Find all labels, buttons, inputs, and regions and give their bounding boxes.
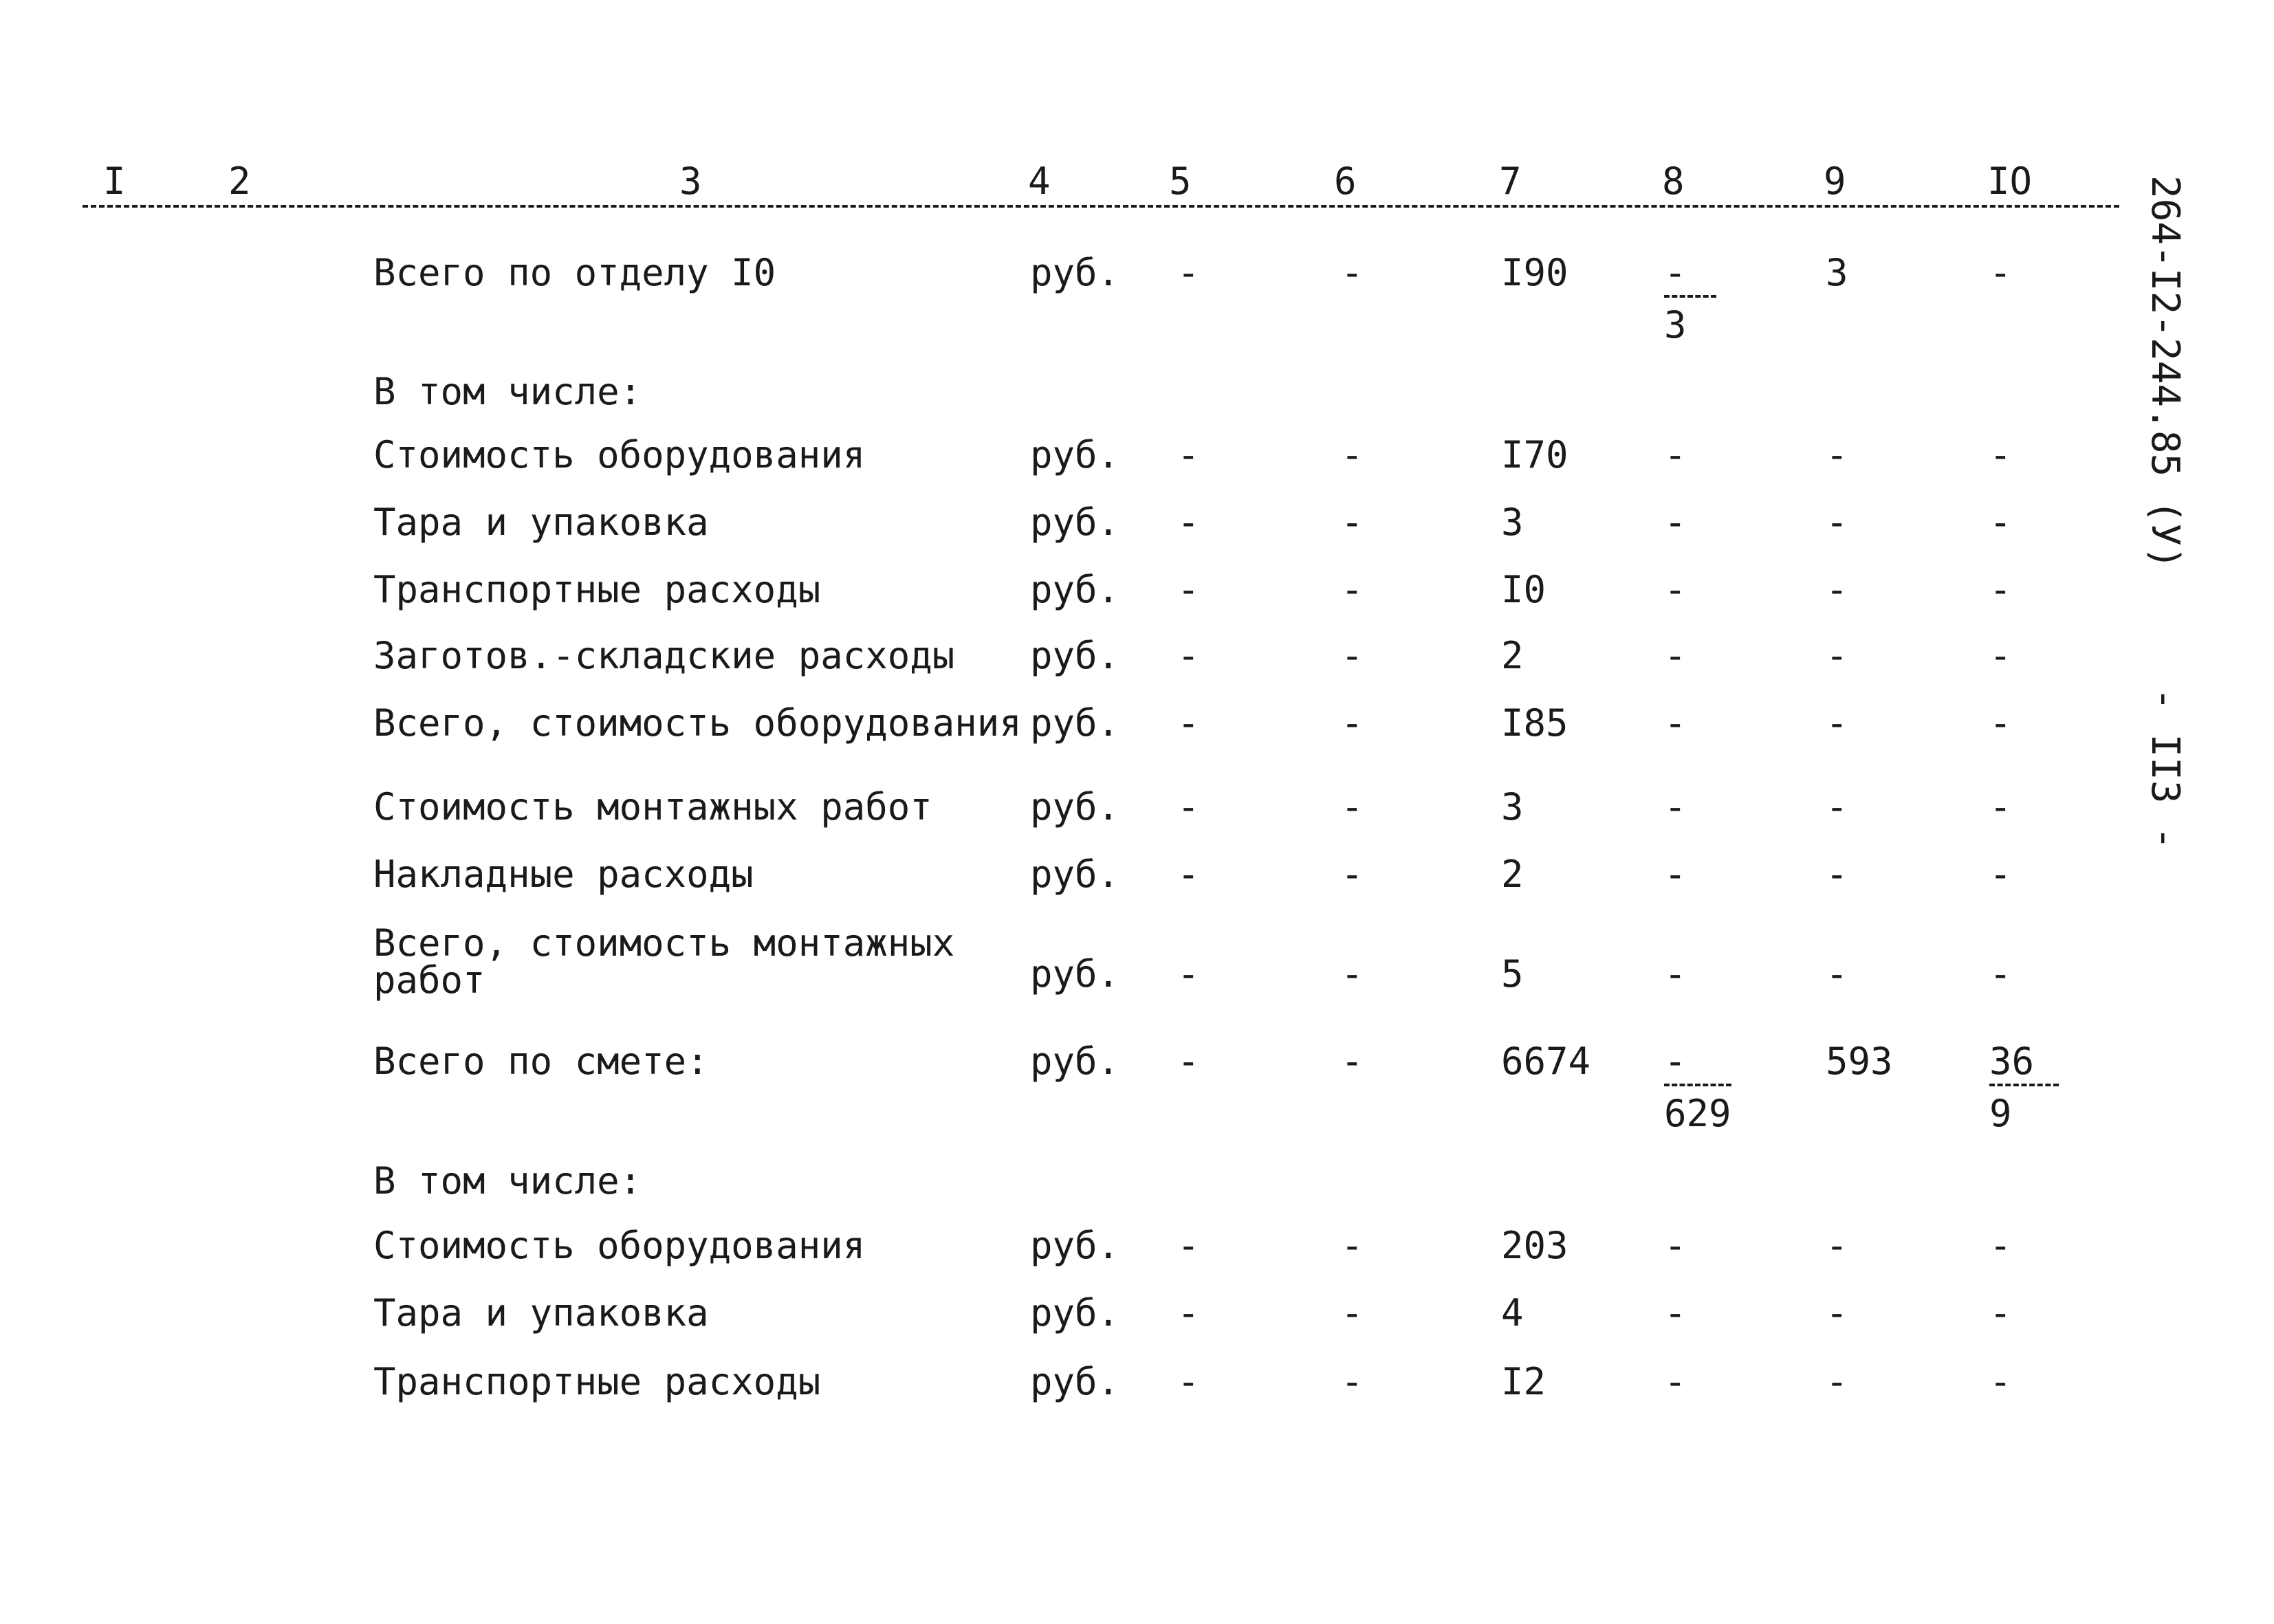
row-col10-fraction xyxy=(1989,1040,2059,1136)
section-subheading: В том числе: xyxy=(373,370,642,413)
row-description: Стоимость оборудования xyxy=(373,1224,866,1267)
row-col7: I70 xyxy=(1501,433,1568,476)
table-row xyxy=(0,1040,2274,1135)
row-col8: - xyxy=(1664,634,1687,677)
row-col10: - xyxy=(1989,1291,2012,1335)
row-col6: - xyxy=(1341,853,1364,896)
row-col7: 4 xyxy=(1501,1291,1524,1335)
row-col7: 6674 xyxy=(1501,1040,1591,1083)
row-unit: руб. xyxy=(1030,634,1120,677)
row-description: Стоимость оборудования xyxy=(373,433,866,476)
row-description: Всего по смете: xyxy=(373,1040,709,1083)
row-description: Всего по отделу I0 xyxy=(373,251,776,294)
row-col5: - xyxy=(1177,501,1200,544)
row-col10: - xyxy=(1989,853,2012,896)
row-col10: - xyxy=(1989,634,2012,677)
row-col6: - xyxy=(1341,952,1364,996)
row-col9: - xyxy=(1826,853,1848,896)
row-unit: руб. xyxy=(1030,1291,1120,1335)
table-row xyxy=(0,1159,2274,1214)
table-row xyxy=(0,921,2274,1021)
row-col10: - xyxy=(1989,785,2012,829)
row-col8: - xyxy=(1664,785,1687,829)
row-col8: - xyxy=(1664,853,1687,896)
row-col10: - xyxy=(1989,701,2012,745)
row-col10: - xyxy=(1989,952,2012,996)
row-description: Накладные расходы xyxy=(373,853,754,896)
row-col9: - xyxy=(1826,501,1848,544)
row-col8: - xyxy=(1664,1291,1687,1335)
row-unit: руб. xyxy=(1030,1224,1120,1267)
column-header-7: 7 xyxy=(1499,160,1522,203)
row-col6: - xyxy=(1341,1224,1364,1267)
table-row xyxy=(0,1291,2274,1346)
row-col7: I0 xyxy=(1501,568,1546,611)
table-row xyxy=(0,433,2274,488)
row-col7: I85 xyxy=(1501,701,1568,745)
row-description: Заготов.-складские расходы xyxy=(373,634,955,677)
row-col7: 3 xyxy=(1501,501,1524,544)
row-col6: - xyxy=(1341,701,1364,745)
fraction-denominator: 629 xyxy=(1664,1092,1731,1135)
row-col7: I90 xyxy=(1501,251,1568,294)
row-col9: 3 xyxy=(1826,251,1848,294)
row-col6: - xyxy=(1341,634,1364,677)
row-col9: - xyxy=(1826,1360,1848,1403)
row-unit: руб. xyxy=(1030,1040,1120,1083)
row-col8: - xyxy=(1664,568,1687,611)
row-col9: - xyxy=(1826,701,1848,745)
row-col6: - xyxy=(1341,1360,1364,1403)
row-col7: 2 xyxy=(1501,853,1524,896)
table-row xyxy=(0,701,2274,756)
row-col9: - xyxy=(1826,1224,1848,1267)
table-row xyxy=(0,785,2274,840)
row-unit: руб. xyxy=(1030,853,1120,896)
table-row xyxy=(0,568,2274,623)
row-col6: - xyxy=(1341,1040,1364,1083)
row-col6: - xyxy=(1341,501,1364,544)
table-row xyxy=(0,1360,2274,1415)
row-col10: - xyxy=(1989,501,2012,544)
row-unit: руб. xyxy=(1030,568,1120,611)
row-col5: - xyxy=(1177,1360,1200,1403)
column-header-8: 8 xyxy=(1662,160,1685,203)
fraction-numerator: - xyxy=(1664,1040,1731,1086)
fraction-numerator: 36 xyxy=(1989,1040,2059,1086)
row-col6: - xyxy=(1341,251,1364,294)
row-col6: - xyxy=(1341,785,1364,829)
row-col5: - xyxy=(1177,1291,1200,1335)
row-description: Транспортные расходы xyxy=(373,568,821,611)
column-header-2: 2 xyxy=(228,160,251,203)
row-col5: - xyxy=(1177,568,1200,611)
row-col7: 5 xyxy=(1501,952,1524,996)
row-col5: - xyxy=(1177,251,1200,294)
row-col10: - xyxy=(1989,433,2012,476)
row-col5: - xyxy=(1177,701,1200,745)
row-col9: - xyxy=(1826,952,1848,996)
table-row xyxy=(0,251,2274,347)
row-col8: - xyxy=(1664,1360,1687,1403)
table-row xyxy=(0,501,2274,556)
row-col5: - xyxy=(1177,1040,1200,1083)
row-col8: - xyxy=(1664,701,1687,745)
row-col10: - xyxy=(1989,251,2012,294)
row-col7: 2 xyxy=(1501,634,1524,677)
row-col5: - xyxy=(1177,785,1200,829)
row-description: Всего, стоимость оборудования xyxy=(373,701,1022,745)
row-col10: - xyxy=(1989,568,2012,611)
row-col8: - xyxy=(1664,433,1687,476)
fraction-denominator: 9 xyxy=(1989,1092,2012,1135)
row-col9: - xyxy=(1826,433,1848,476)
column-header-10: IO xyxy=(1987,160,2033,203)
row-unit: руб. xyxy=(1030,433,1120,476)
fraction-numerator: - xyxy=(1664,251,1716,298)
row-col5: - xyxy=(1177,433,1200,476)
row-unit: руб. xyxy=(1030,785,1120,829)
column-header-1: I xyxy=(103,160,126,203)
row-description: Стоимость монтажных работ xyxy=(373,785,932,829)
document-code: 264-I2-244.85 (У) xyxy=(2143,175,2187,570)
row-col7: 203 xyxy=(1501,1224,1568,1267)
row-col5: - xyxy=(1177,634,1200,677)
row-col8: - xyxy=(1664,1224,1687,1267)
row-col6: - xyxy=(1341,433,1364,476)
row-unit: руб. xyxy=(1030,1360,1120,1403)
row-col5: - xyxy=(1177,952,1200,996)
row-col7: I2 xyxy=(1501,1360,1546,1403)
section-subheading: В том числе: xyxy=(373,1159,642,1203)
column-header-4: 4 xyxy=(1028,160,1051,203)
row-col8: - xyxy=(1664,952,1687,996)
row-col5: - xyxy=(1177,1224,1200,1267)
table-row xyxy=(0,634,2274,689)
row-description: Всего, стоимость монтажных работ xyxy=(373,921,955,1002)
table-row xyxy=(0,370,2274,425)
row-col9: 593 xyxy=(1826,1040,1893,1083)
table-row xyxy=(0,1224,2274,1279)
row-unit: руб. xyxy=(1030,701,1120,745)
row-unit: руб. xyxy=(1030,251,1120,294)
row-col7: 3 xyxy=(1501,785,1524,829)
column-header-5: 5 xyxy=(1169,160,1192,203)
row-col9: - xyxy=(1826,785,1848,829)
row-col8-fraction xyxy=(1664,1040,1731,1136)
row-col9: - xyxy=(1826,634,1848,677)
row-unit: руб. xyxy=(1030,952,1120,996)
column-header-9: 9 xyxy=(1824,160,1846,203)
table-row xyxy=(0,853,2274,908)
row-col6: - xyxy=(1341,568,1364,611)
row-col9: - xyxy=(1826,1291,1848,1335)
fraction-denominator: 3 xyxy=(1664,303,1687,347)
row-col5: - xyxy=(1177,853,1200,896)
column-header-6: 6 xyxy=(1334,160,1357,203)
row-col10: - xyxy=(1989,1224,2012,1267)
row-description: Тара и упаковка xyxy=(373,1291,709,1335)
column-header-3: 3 xyxy=(679,160,702,203)
row-description: Тара и упаковка xyxy=(373,501,709,544)
row-col8-fraction xyxy=(1664,251,1716,347)
page-number: - II3 - xyxy=(2143,688,2187,851)
row-description: Транспортные расходы xyxy=(373,1360,821,1403)
row-col10: - xyxy=(1989,1360,2012,1403)
row-col6: - xyxy=(1341,1291,1364,1335)
row-unit: руб. xyxy=(1030,501,1120,544)
header-rule xyxy=(83,205,2119,208)
row-col8: - xyxy=(1664,501,1687,544)
row-col9: - xyxy=(1826,568,1848,611)
